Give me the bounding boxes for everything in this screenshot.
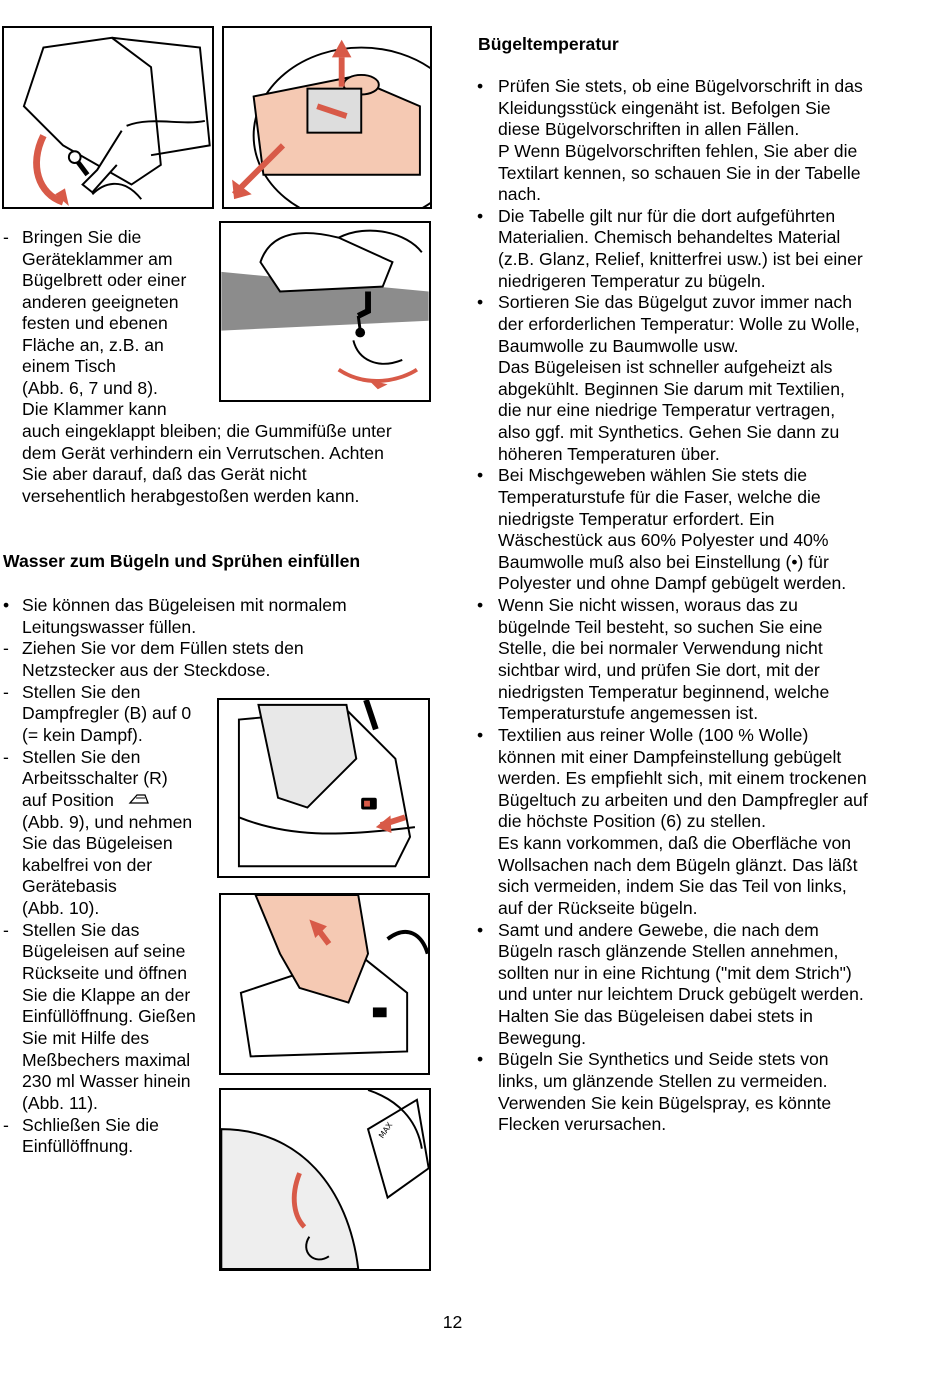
text-line: die nur eine niedrige Temperatur vertragen,: [498, 400, 836, 421]
text-line: Bügeleisen auf seine: [22, 941, 186, 962]
text-line: Verwenden Sie kein Bügelspray, es könnte: [498, 1092, 832, 1113]
line-marker: •: [477, 595, 484, 616]
text-line: Sie die Klappe an der: [22, 984, 191, 1005]
text-line: Sie aber darauf, daß das Gerät nicht: [22, 464, 307, 485]
text-line: versehentlich herabgestoßen werden kann.: [22, 485, 360, 506]
figure-6: [2, 26, 214, 209]
text-line: Rückseite und öffnen: [22, 963, 187, 984]
text-line: Temperaturstufe angemessen ist.: [498, 703, 759, 724]
text-line: die höchste Position (6) zu stellen.: [498, 811, 766, 832]
figure-7: [222, 26, 432, 209]
figure-7-illustration: [224, 28, 430, 207]
figure-10-illustration: [221, 895, 428, 1073]
text-line: abgekühlt. Beginnen Sie darum mit Textilien,: [498, 378, 845, 399]
text-line: auf Position: [22, 789, 114, 810]
text-line: Die Klammer kann: [22, 399, 167, 420]
text-line: Geräteklammer am: [22, 248, 173, 269]
text-line: niedrigeren Temperatur zu bügeln.: [498, 270, 766, 291]
text-line: nach.: [498, 184, 542, 205]
text-line: Materialien. Chemisch behandeltes Material: [498, 227, 841, 248]
temperature-heading: Bügeltemperatur: [478, 34, 619, 54]
text-line: Netzstecker aus der Steckdose.: [22, 659, 271, 680]
text-line: P Wenn Bügelvorschriften fehlen, Sie aber die: [498, 140, 858, 161]
text-line: Polyester und ohne Dampf gebügelt werden.: [498, 573, 847, 594]
figure-11-illustration: [221, 1090, 429, 1269]
text-line: Bringen Sie die: [22, 227, 142, 247]
text-line: einem Tisch: [22, 356, 116, 377]
text-line: Samt und andere Gewebe, die nach dem: [498, 919, 819, 940]
text-line: Schließen Sie die: [22, 1114, 159, 1135]
text-line: Stelle, die bei normaler Verwendung nicht: [498, 638, 823, 659]
text-line: Bügeltuch zu arbeiten und den Dampfregler auf: [498, 789, 868, 810]
line-marker: •: [477, 205, 484, 226]
text-line: 230 ml Wasser hinein: [22, 1071, 191, 1092]
text-line: Kleidungsstück eingenäht ist. Befolgen Sie: [498, 97, 831, 118]
text-line: Einfüllöffnung. Gießen: [22, 1006, 196, 1027]
text-line: Halten Sie das Bügeleisen dabei stets in: [498, 1006, 813, 1027]
text-line: Fläche an, z.B. an: [22, 334, 164, 355]
text-line: Sie das Bügeleisen: [22, 833, 173, 854]
line-marker: •: [3, 595, 10, 615]
text-line: also ggf. mit Synthetics. Gehen Sie dann zu: [498, 422, 840, 443]
text-line: bügelnde Teil besteht, so suchen Sie eine: [498, 616, 823, 637]
text-line: Prüfen Sie stets, ob eine Bügelvorschrift in das: [498, 76, 863, 96]
iron-setting-icon: [128, 792, 152, 806]
text-line: Textilien aus reiner Wolle (100 % Wolle): [498, 724, 809, 745]
text-line: Bügeln rasch glänzende Stellen annehmen,: [498, 941, 839, 962]
text-line: Bewegung.: [498, 1027, 587, 1048]
text-line: Bügeln Sie Synthetics und Seide stets von: [498, 1049, 829, 1070]
line-marker: -: [3, 638, 9, 659]
line-marker: -: [3, 1114, 9, 1135]
text-line: höheren Temperaturen über.: [498, 443, 720, 464]
text-line: Bei Mischgeweben wählen Sie stets die: [498, 465, 808, 486]
figure-8-number: 8: [226, 226, 237, 247]
text-line: Textilart kennen, so schauen Sie in der Tabelle: [498, 162, 861, 183]
text-line: Bügelbrett oder einer: [22, 270, 187, 291]
text-line: Wäschestück aus 60% Polyester und 40%: [498, 530, 829, 551]
max-mark: MAX: [376, 1120, 395, 1141]
text-line: Wenn Sie nicht wissen, woraus das zu: [498, 595, 798, 616]
text-line: Stellen Sie den: [22, 681, 141, 702]
figure-9-number: 9: [224, 703, 235, 724]
text-line: festen und ebenen: [22, 313, 168, 334]
text-line: werden. Es empfiehlt sich, mit einem trockenen: [498, 768, 867, 789]
text-line: dem Gerät verhindern ein Verrutschen. Achten: [22, 442, 384, 463]
text-line: (Abb. 10).: [22, 898, 100, 919]
text-line: Sortieren Sie das Bügelgut zuvor immer nach: [498, 292, 853, 313]
text-line: Sie können das Bügeleisen mit normalem: [22, 595, 347, 615]
text-line: Wollsachen nach dem Bügeln glänzt. Das läßt: [498, 854, 858, 875]
line-marker: •: [477, 1049, 484, 1070]
text-line: der erforderlichen Temperatur: Wolle zu Wolle,: [498, 313, 860, 334]
line-marker: •: [477, 76, 484, 96]
line-marker: •: [477, 292, 484, 313]
text-line: niedrigsten Temperatur beginnend, welche: [498, 681, 830, 702]
text-line: auf der Rückseite bügeln.: [498, 897, 698, 918]
line-marker: -: [3, 681, 9, 702]
text-line: Sie mit Hilfe des: [22, 1028, 150, 1048]
text-line: Das Bügeleisen ist schneller aufgeheizt als: [498, 357, 833, 378]
text-line: und unter nur leichtem Druck gebügelt werden.: [498, 984, 864, 1005]
line-marker: •: [477, 919, 484, 940]
line-marker: -: [3, 919, 9, 940]
text-line: Ziehen Sie vor dem Füllen stets den: [22, 638, 304, 659]
text-line: auch eingeklappt bleiben; die Gummifüße unter: [22, 420, 392, 441]
text-line: Es kann vorkommen, daß die Oberfläche von: [498, 833, 852, 854]
line-marker: •: [477, 724, 484, 745]
line-marker: -: [3, 746, 9, 767]
text-line: niedrigste Temperatur erfordert. Ein: [498, 508, 775, 529]
figure-7-number: 7: [229, 31, 240, 52]
text-line: (Abb. 11).: [22, 1092, 98, 1113]
text-line: Gerätebasis: [22, 876, 117, 897]
text-line: (Abb. 9), und nehmen: [22, 811, 193, 832]
text-line: sich vermeiden, indem Sie das Teil von links,: [498, 876, 847, 897]
figure-9-illustration: [219, 700, 428, 876]
text-line: links, um glänzende Stellen zu vermeiden.: [498, 1070, 828, 1091]
figure-9: [217, 698, 430, 878]
text-line: anderen geeigneten: [22, 291, 179, 312]
line-marker: -: [3, 227, 9, 247]
text-line: Meßbechers maximal: [22, 1049, 191, 1070]
text-line: (Abb. 6, 7 und 8).: [22, 377, 158, 398]
water-heading: Wasser zum Bügeln und Sprühen einfüllen: [3, 551, 361, 571]
text-line: kabelfrei von der: [22, 854, 153, 875]
text-line: (= kein Dampf).: [22, 724, 143, 745]
text-line: Leitungswasser füllen.: [22, 616, 197, 637]
text-line: Flecken verursachen.: [498, 1114, 667, 1135]
line-marker: •: [477, 465, 484, 486]
text-line: Arbeitsschalter (R): [22, 768, 168, 789]
figure-6-illustration: [4, 28, 212, 207]
figure-11: [219, 1088, 431, 1271]
text-line: Stellen Sie den: [22, 746, 141, 767]
figure-10: [219, 893, 430, 1075]
text-line: Baumwolle muß also bei Einstellung (•) für: [498, 551, 829, 572]
figure-6-number: 6: [9, 31, 20, 52]
page-number: 12: [442, 1312, 463, 1332]
text-line: (z.B. Glanz, Relief, knitterfrei usw.) ist bei einer: [498, 249, 863, 270]
text-line: sollten nur in eine Richtung ("mit dem Strich"): [498, 962, 852, 983]
figure-8-illustration: [221, 223, 429, 400]
figure-8: [219, 221, 431, 402]
text-line: Stellen Sie das: [22, 919, 140, 940]
text-line: Dampfregler (B) auf 0: [22, 703, 192, 724]
text-line: können mit einer Dampfeinstellung gebügelt: [498, 746, 842, 767]
text-line: Einfüllöffnung.: [22, 1136, 134, 1157]
text-line: Die Tabelle gilt nur für die dort aufgeführten: [498, 205, 836, 226]
figure-10-number: 10: [226, 898, 248, 919]
figure-11-number: 11: [226, 1093, 247, 1114]
text-line: Baumwolle zu Baumwolle usw.: [498, 335, 739, 356]
text-line: sichtbar wird, und prüfen Sie dort, mit der: [498, 660, 820, 680]
text-line: Temperaturstufe für die Faser, welche die: [498, 486, 821, 507]
text-line: diese Bügelvorschriften in allen Fällen.: [498, 119, 800, 140]
